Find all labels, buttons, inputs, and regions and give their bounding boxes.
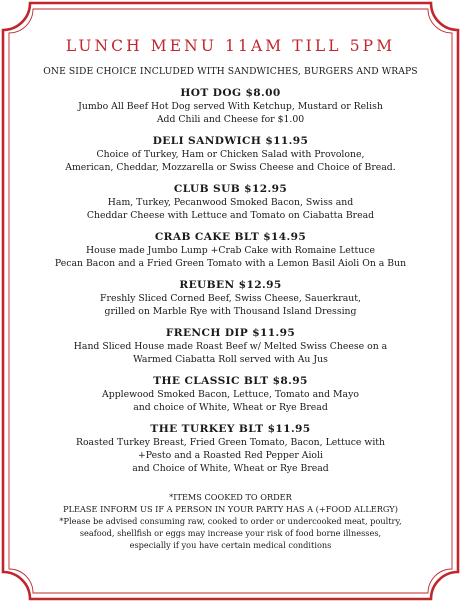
menu-item-description: Applewood Smoked Bacon, Lettuce, Tomato and Mayo xyxy=(102,389,359,400)
menu-item-description: Jumbo All Beef Hot Dog served With Ketchup, Mustard or Relish xyxy=(78,101,383,112)
menu-item-classic-blt xyxy=(20,375,441,414)
menu-item-description: Ham, Turkey, Pecanwood Smoked Bacon, Swiss and xyxy=(107,197,354,208)
menu-item-description: grilled on Marble Rye with Thousand Island Dressing xyxy=(104,306,357,317)
menu-item-description: Cheddar Cheese with Lettuce and Tomato on Ciabatta Bread xyxy=(86,210,375,221)
menu-item-reuben xyxy=(20,279,441,318)
menu-item-name: FRENCH DIP $11.95 xyxy=(165,327,296,339)
menu-item-hot-dog xyxy=(20,87,441,126)
menu-content xyxy=(20,36,441,551)
menu-subtitle: ONE SIDE CHOICE INCLUDED WITH SANDWICHES, BURGERS AND WRAPS xyxy=(43,66,418,77)
menu-title: LUNCH MENU 11AM TILL 5PM xyxy=(65,37,396,55)
menu-item-french-dip xyxy=(20,327,441,366)
menu-item-deli-sandwich xyxy=(20,135,441,174)
menu-item-description: Roasted Turkey Breast, Fried Green Tomato, Bacon, Lettuce with xyxy=(75,437,386,448)
menu-item-name: HOT DOG $8.00 xyxy=(180,87,281,99)
menu-item-name: DELI SANDWICH $11.95 xyxy=(152,135,309,147)
menu-item-description: and choice of White, Wheat or Rye Bread xyxy=(133,402,328,413)
consumer-advisory-note: *Please be advised consuming raw, cooked to order or undercooked meat, poultry, xyxy=(59,516,402,526)
menu-item-name: THE CLASSIC BLT $8.95 xyxy=(153,375,308,387)
menu-item-crab-cake-blt xyxy=(20,231,441,270)
menu-item-description: and Choice of White, Wheat or Rye Bread xyxy=(132,463,329,474)
menu-item-description: Warmed Ciabatta Roll served with Au Jus xyxy=(133,354,328,365)
menu-item-description: Add Chili and Cheese for $1.00 xyxy=(156,114,305,125)
cooked-to-order-note: *ITEMS COOKED TO ORDER xyxy=(169,492,292,502)
menu-item-name: CRAB CAKE BLT $14.95 xyxy=(154,231,307,243)
menu-item-description: House made Jumbo Lump +Crab Cake with Romaine Lettuce xyxy=(86,245,375,256)
allergy-note: PLEASE INFORM US IF A PERSON IN YOUR PARTY HAS A (+FOOD ALLERGY) xyxy=(63,504,398,514)
consumer-advisory-note: seafood, shellfish or eggs may increase your risk of food borne illnesses, xyxy=(79,528,382,538)
menu-item-turkey-blt xyxy=(20,423,441,475)
menu-item-description: American, Cheddar, Mozzarella or Swiss Cheese and Choice of Bread. xyxy=(65,162,396,173)
consumer-advisory-note: especially if you have certain medical conditions xyxy=(129,540,332,550)
menu-item-club-sub xyxy=(20,183,441,222)
menu-item-name: THE TURKEY BLT $11.95 xyxy=(150,423,311,435)
menu-item-description: Pecan Bacon and a Fried Green Tomato with a Lemon Basil Aioli On a Bun xyxy=(54,258,407,269)
menu-item-description: Hand Sliced House made Roast Beef w/ Melted Swiss Cheese on a xyxy=(73,341,388,352)
menu-item-description: Choice of Turkey, Ham or Chicken Salad with Provolone, xyxy=(96,149,365,160)
menu-item-name: CLUB SUB $12.95 xyxy=(173,183,288,195)
menu-item-description: +Pesto and a Roasted Red Pepper Aioli xyxy=(138,450,323,461)
menu-item-name: REUBEN $12.95 xyxy=(179,279,282,291)
menu-item-description: Freshly Sliced Corned Beef, Swiss Cheese, Sauerkraut, xyxy=(100,293,361,304)
menu-notes xyxy=(20,491,441,551)
